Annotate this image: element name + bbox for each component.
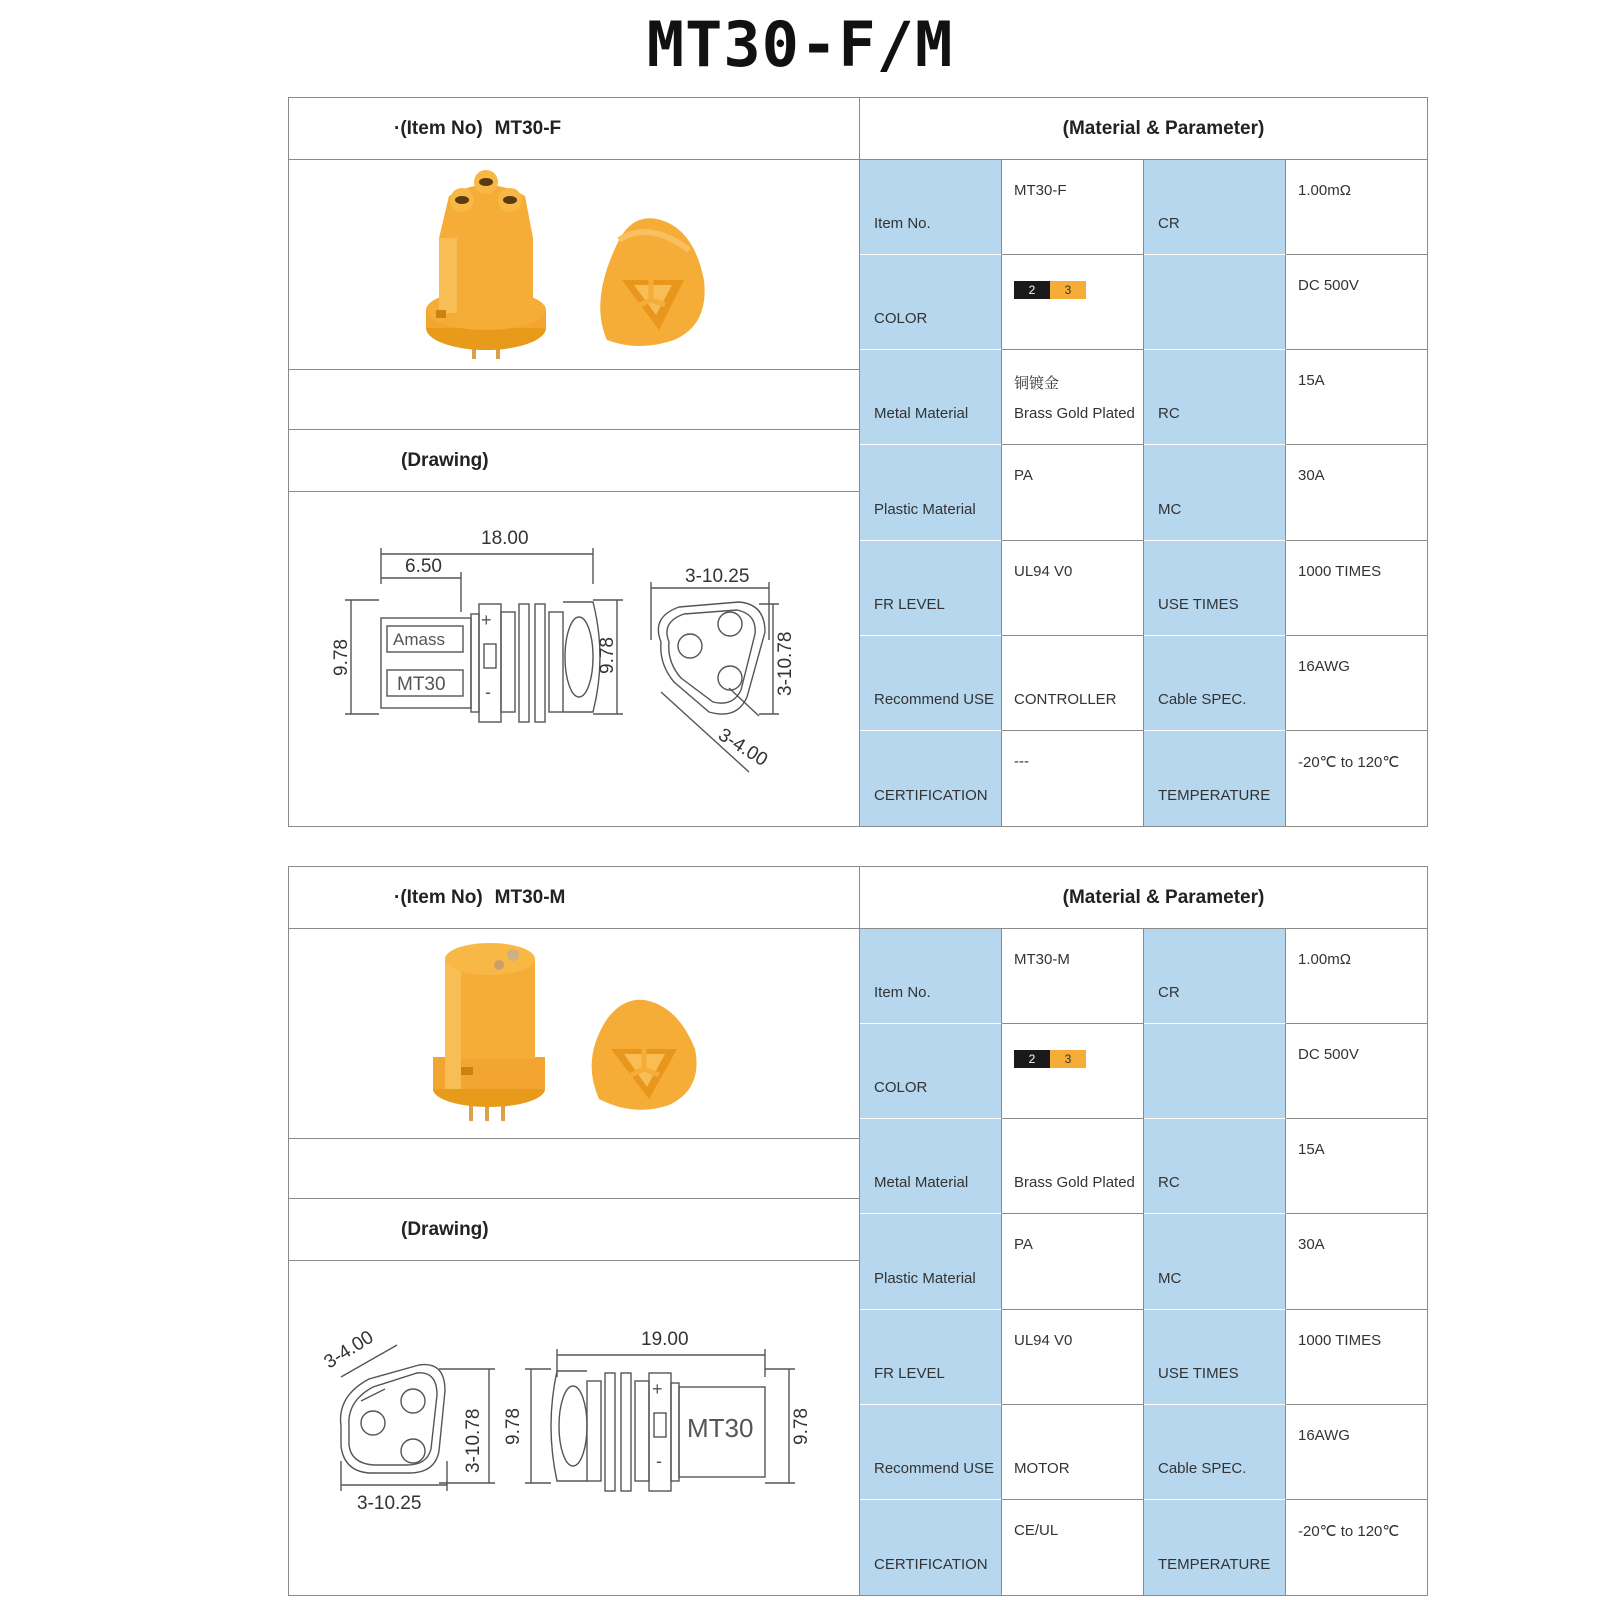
dim-height-right: 9.78: [597, 637, 618, 674]
recommend-value-cell: CONTROLLER: [1002, 636, 1144, 731]
model-text: MT30: [687, 1413, 754, 1443]
male-drawing-header: (Drawing): [289, 1199, 859, 1261]
female-spec-panel: [288, 97, 1428, 827]
female-parameter-column: [860, 98, 1427, 826]
dim-tri-height: 3-10.78: [775, 631, 796, 696]
female-drawing-header: (Drawing): [289, 430, 859, 492]
dim-offset: 6.50: [405, 556, 442, 577]
temp-label-cell: TEMPERATURE: [1144, 731, 1286, 826]
minus-sign: -: [485, 682, 491, 702]
male-blank-row: [289, 1139, 859, 1199]
cable-label-cell: Cable SPEC.: [1144, 636, 1286, 731]
color-swatches: [1014, 1050, 1086, 1068]
plus-sign: +: [481, 610, 492, 630]
voltage-label-cell: [1144, 255, 1286, 350]
plastic-value-cell: PA: [1002, 1214, 1144, 1309]
rc-label-cell: RC: [1144, 350, 1286, 445]
rc-label-cell: RC: [1144, 1119, 1286, 1214]
temp-label-cell: TEMPERATURE: [1144, 1500, 1286, 1595]
plastic-label-cell: Plastic Material: [860, 1214, 1002, 1309]
male-product-photo: [289, 929, 859, 1139]
cr-label-cell: CR: [1144, 929, 1286, 1024]
female-material-header: (Material & Parameter): [860, 98, 1427, 160]
mc-label-cell: MC: [1144, 1214, 1286, 1309]
color-value-cell: [1002, 1024, 1144, 1119]
color-swatches: [1014, 281, 1086, 299]
voltage-label-cell: [1144, 1024, 1286, 1119]
plastic-label-cell: Plastic Material: [860, 445, 1002, 540]
cable-value-cell: 16AWG: [1286, 636, 1427, 731]
dim-length: 19.00: [641, 1329, 689, 1350]
metal-label-cell: Metal Material: [860, 350, 1002, 445]
female-item-header: [289, 98, 859, 160]
cert-label-cell: CERTIFICATION: [860, 731, 1002, 826]
cr-value-cell: 1.00mΩ: [1286, 160, 1427, 255]
mc-value-cell: 30A: [1286, 1214, 1427, 1309]
mc-label-cell: MC: [1144, 445, 1286, 540]
fr-value-cell: UL94 V0: [1002, 541, 1144, 636]
fr-label-cell: FR LEVEL: [860, 1310, 1002, 1405]
use-label-cell: USE TIMES: [1144, 541, 1286, 636]
model-text: MT30: [397, 674, 446, 695]
female-drawing: [289, 492, 859, 826]
cert-label-cell: CERTIFICATION: [860, 1500, 1002, 1595]
male-spec-panel: [288, 866, 1428, 1596]
color-label-cell: COLOR: [860, 255, 1002, 350]
temp-value-cell: -20℃ to 120℃: [1298, 1522, 1400, 1540]
female-left-column: [289, 98, 860, 826]
plus-sign: +: [652, 1379, 663, 1399]
female-connector-image: [289, 160, 858, 368]
item-no-value: MT30-M: [494, 886, 566, 908]
male-left-column: [289, 867, 860, 1595]
cert-value-cell: ---: [1002, 731, 1144, 826]
color-value-cell: [1002, 255, 1144, 350]
item-no-label-cell: Item No.: [860, 160, 1002, 255]
cr-value-cell: 1.00mΩ: [1286, 929, 1427, 1024]
dim-hole: 3-4.00: [714, 724, 772, 771]
dim-tri-height: 3-10.78: [463, 1408, 484, 1473]
female-dimension-drawing: [289, 492, 858, 826]
cable-label-cell: Cable SPEC.: [1144, 1405, 1286, 1500]
voltage-value-cell: DC 500V: [1286, 1024, 1427, 1119]
item-no-value-cell: MT30-M: [1002, 929, 1144, 1024]
male-item-header: [289, 867, 859, 929]
female-parameter-table: [860, 160, 1427, 826]
cable-value-cell: 16AWG: [1286, 1405, 1427, 1500]
dim-height-right: 9.78: [791, 1408, 812, 1445]
use-value-cell: 1000 TIMES: [1286, 1310, 1427, 1405]
metal-value-cell: Brass Gold Plated: [1002, 1119, 1144, 1214]
male-material-header: (Material & Parameter): [860, 867, 1427, 929]
dim-tri-width: 3-10.25: [685, 566, 750, 587]
dim-height-left: 9.78: [331, 639, 352, 676]
color-swatch-black: 2: [1014, 281, 1050, 299]
brand-text: Amass: [393, 630, 445, 649]
fr-value-cell: UL94 V0: [1002, 1310, 1144, 1405]
color-swatch-yellow: 3: [1050, 1050, 1086, 1068]
male-dimension-drawing: [289, 1261, 858, 1595]
dim-hole: 3-4.00: [320, 1326, 378, 1374]
male-parameter-column: [860, 867, 1427, 1595]
male-connector-image: [289, 929, 858, 1137]
color-swatch-yellow: 3: [1050, 281, 1086, 299]
use-value-cell: 1000 TIMES: [1286, 541, 1427, 636]
rc-value-cell: 15A: [1286, 1119, 1427, 1214]
item-no-value-cell: MT30-F: [1002, 160, 1144, 255]
temp-value-cell: -20℃ to 120℃: [1298, 753, 1400, 771]
female-product-photo: [289, 160, 859, 370]
male-parameter-table: [860, 929, 1427, 1595]
item-no-label: ·(Item No): [394, 117, 483, 139]
metal-label-cell: Metal Material: [860, 1119, 1002, 1214]
plastic-value-cell: PA: [1002, 445, 1144, 540]
rc-value-cell: 15A: [1286, 350, 1427, 445]
item-no-label-cell: Item No.: [860, 929, 1002, 1024]
female-blank-row: [289, 370, 859, 430]
recommend-value-cell: MOTOR: [1002, 1405, 1144, 1500]
dim-tri-width: 3-10.25: [357, 1493, 422, 1514]
color-swatch-black: 2: [1014, 1050, 1050, 1068]
metal-value-cell: 铜镀金 Brass Gold Plated: [1002, 350, 1144, 445]
cr-label-cell: CR: [1144, 160, 1286, 255]
male-drawing: [289, 1261, 859, 1595]
item-no-value: MT30-F: [494, 117, 562, 139]
fr-label-cell: FR LEVEL: [860, 541, 1002, 636]
cert-value-cell: CE/UL: [1002, 1500, 1144, 1595]
page-title: MT30-F/M: [646, 8, 954, 81]
dim-height-left: 9.78: [503, 1408, 524, 1445]
recommend-label-cell: Recommend USE: [860, 636, 1002, 731]
mc-value-cell: 30A: [1286, 445, 1427, 540]
item-no-label: ·(Item No): [394, 886, 483, 908]
dim-length: 18.00: [481, 528, 529, 549]
use-label-cell: USE TIMES: [1144, 1310, 1286, 1405]
recommend-label-cell: Recommend USE: [860, 1405, 1002, 1500]
voltage-value-cell: DC 500V: [1286, 255, 1427, 350]
color-label-cell: COLOR: [860, 1024, 1002, 1119]
minus-sign: -: [656, 1451, 662, 1471]
